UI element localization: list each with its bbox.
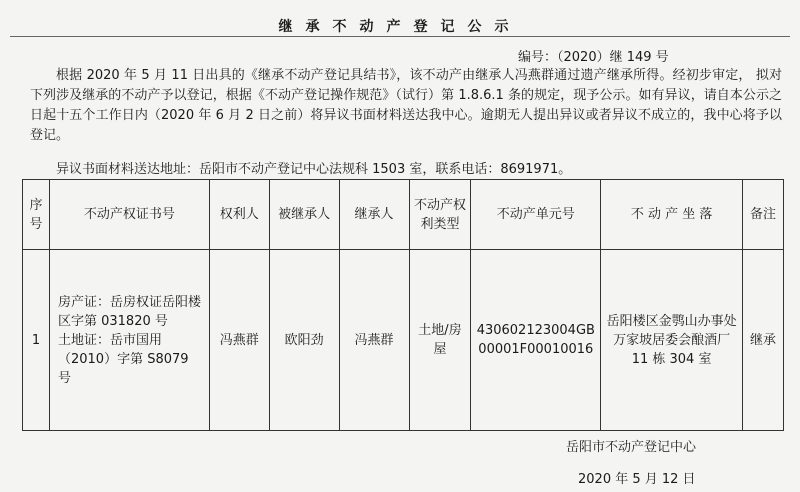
header-seq: 序号 (23, 180, 50, 250)
table-header-row (23, 180, 784, 250)
header-right-holder: 权利人 (209, 180, 269, 250)
table-row (23, 250, 784, 431)
cell-heir: 冯燕群 (339, 250, 409, 431)
cell-seq: 1 (23, 250, 50, 431)
header-heir: 继承人 (339, 180, 409, 250)
cert-land: 土地证：岳市国用（2010）字第 S8079 号 (57, 332, 189, 386)
page-title: 继承不动产登记公示 (278, 19, 522, 35)
document-number: 编号：（2020）继 149 号 (518, 50, 669, 65)
signature-org: 岳阳市不动产登记中心 (566, 440, 697, 455)
header-unit-no: 不动产单元号 (471, 180, 601, 250)
cell-remark: 继承 (742, 250, 783, 431)
cert-house: 房产证：岳房权证岳阳楼区字第 031820 号 (57, 294, 201, 329)
header-right-type: 不动产权利类型 (409, 180, 471, 250)
cell-right-holder: 冯燕群 (209, 250, 269, 431)
cell-cert-no (49, 250, 209, 431)
signature-date: 2020 年 5 月 12 日 (578, 472, 696, 487)
cell-unit-no: 430602123004GB00001F00010016 (471, 250, 601, 431)
inheritance-table (22, 179, 784, 431)
header-deceased: 被继承人 (269, 180, 339, 250)
cell-deceased: 欧阳劲 (269, 250, 339, 431)
objection-address: 异议书面材料送达地址：岳阳市不动产登记中心法规科 1503 室，联系电话：8691971。 (56, 162, 572, 177)
header-location: 不 动 产 坐 落 (601, 180, 743, 250)
notice-body-paragraph: 根据 2020 年 5 月 11 日出具的《继承不动产登记具结书》，该不动产由继承人冯燕群通过遗产继承所得。经初步审定， 拟对下列涉及继承的不动产予以登记，根据《不动产登记操作规范》（试行）第 1.8.6.1 条的规定，现予公示。如有异议，请自本公示之日起十五个工作日内（2020 年 6 月 2 日之前）将异议书面材料送达我中心。逾期无人提出异议或者异议不成立的，我中心将予以登记。 (30, 68, 782, 143)
cell-location: 岳阳楼区金鹗山办事处万家坡居委会酿酒厂 11 栋 304 室 (601, 250, 743, 431)
header-cert-no: 不动产权证书号 (49, 180, 209, 250)
cell-right-type: 土地/房屋 (409, 250, 471, 431)
header-remark: 备注 (742, 180, 783, 250)
title-divider (10, 36, 790, 37)
